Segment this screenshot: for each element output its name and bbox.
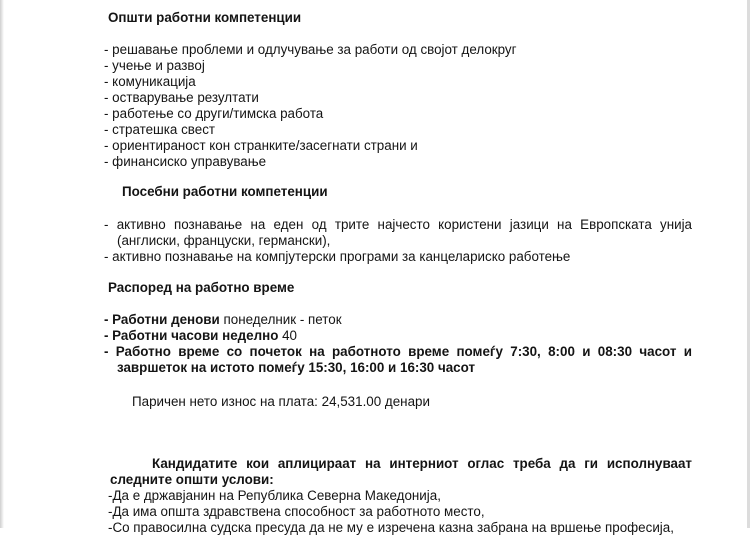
conditions-intro-line2: следните општи услови: xyxy=(110,472,274,487)
conditions-intro-line1: Кандидатите кои аплицираат на интерниот оглас треба да ги исполнуваат xyxy=(152,456,692,471)
condition-item: -Со правосилна судска пресуда да не му е изречена казна забрана на вршење професија, xyxy=(108,520,674,535)
schedule-time-line2: завршеток на истото помеѓу 15:30, 16:00 и 16:30 часот xyxy=(117,360,476,375)
schedule-heading: Распоред на работно време xyxy=(108,280,295,295)
salary-label: Паричен нето износ на плата: xyxy=(132,394,322,409)
general-item: - комуникација xyxy=(104,74,196,89)
special-item-computer: - активно познавање на компјутерски програми за канцелариско работење xyxy=(104,249,571,264)
schedule-days-value: понеделник - петок xyxy=(219,312,342,327)
general-item: - остварување резултати xyxy=(104,90,259,105)
general-item: - ориентираност кон странките/засегнати страни и xyxy=(104,138,418,153)
general-item: - работење со други/тимска работа xyxy=(104,106,324,121)
schedule-hours-label: - Работни часови неделно xyxy=(104,328,279,343)
schedule-days-label: - Работни денови xyxy=(104,312,220,327)
general-competencies-heading: Општи работни компетенции xyxy=(108,10,302,25)
schedule-hours-value: 40 xyxy=(278,328,298,343)
salary-line xyxy=(132,394,430,410)
general-item: - решавање проблеми и одлучување за работи од својот делокруг xyxy=(104,42,517,57)
condition-item: -Да има општа здравствена способност за работното место, xyxy=(108,504,485,519)
schedule-time-line1: - Работно време со почеток на работното време помеѓу 7:30, 8:00 и 08:30 часот и xyxy=(104,344,692,359)
general-item: - финансиско управување xyxy=(104,154,267,169)
general-item: - стратешка свест xyxy=(104,122,216,137)
salary-value: 24,531.00 xyxy=(321,394,382,409)
special-competencies-heading: Посебни работни компетенции xyxy=(122,184,328,199)
schedule-days xyxy=(104,312,342,328)
salary-currency: денари xyxy=(381,394,430,409)
special-item-languages-cont: (англиски, француски, германски), xyxy=(117,233,331,248)
general-item: - учење и развој xyxy=(104,58,205,73)
condition-item: -Да е државјанин на Република Северна Македонија, xyxy=(108,488,441,503)
schedule-hours xyxy=(104,328,297,344)
special-item-languages: - активно познавање на еден од трите најчесто користени јазици на Европската унија xyxy=(104,217,692,232)
scan-edge-left xyxy=(0,0,4,528)
